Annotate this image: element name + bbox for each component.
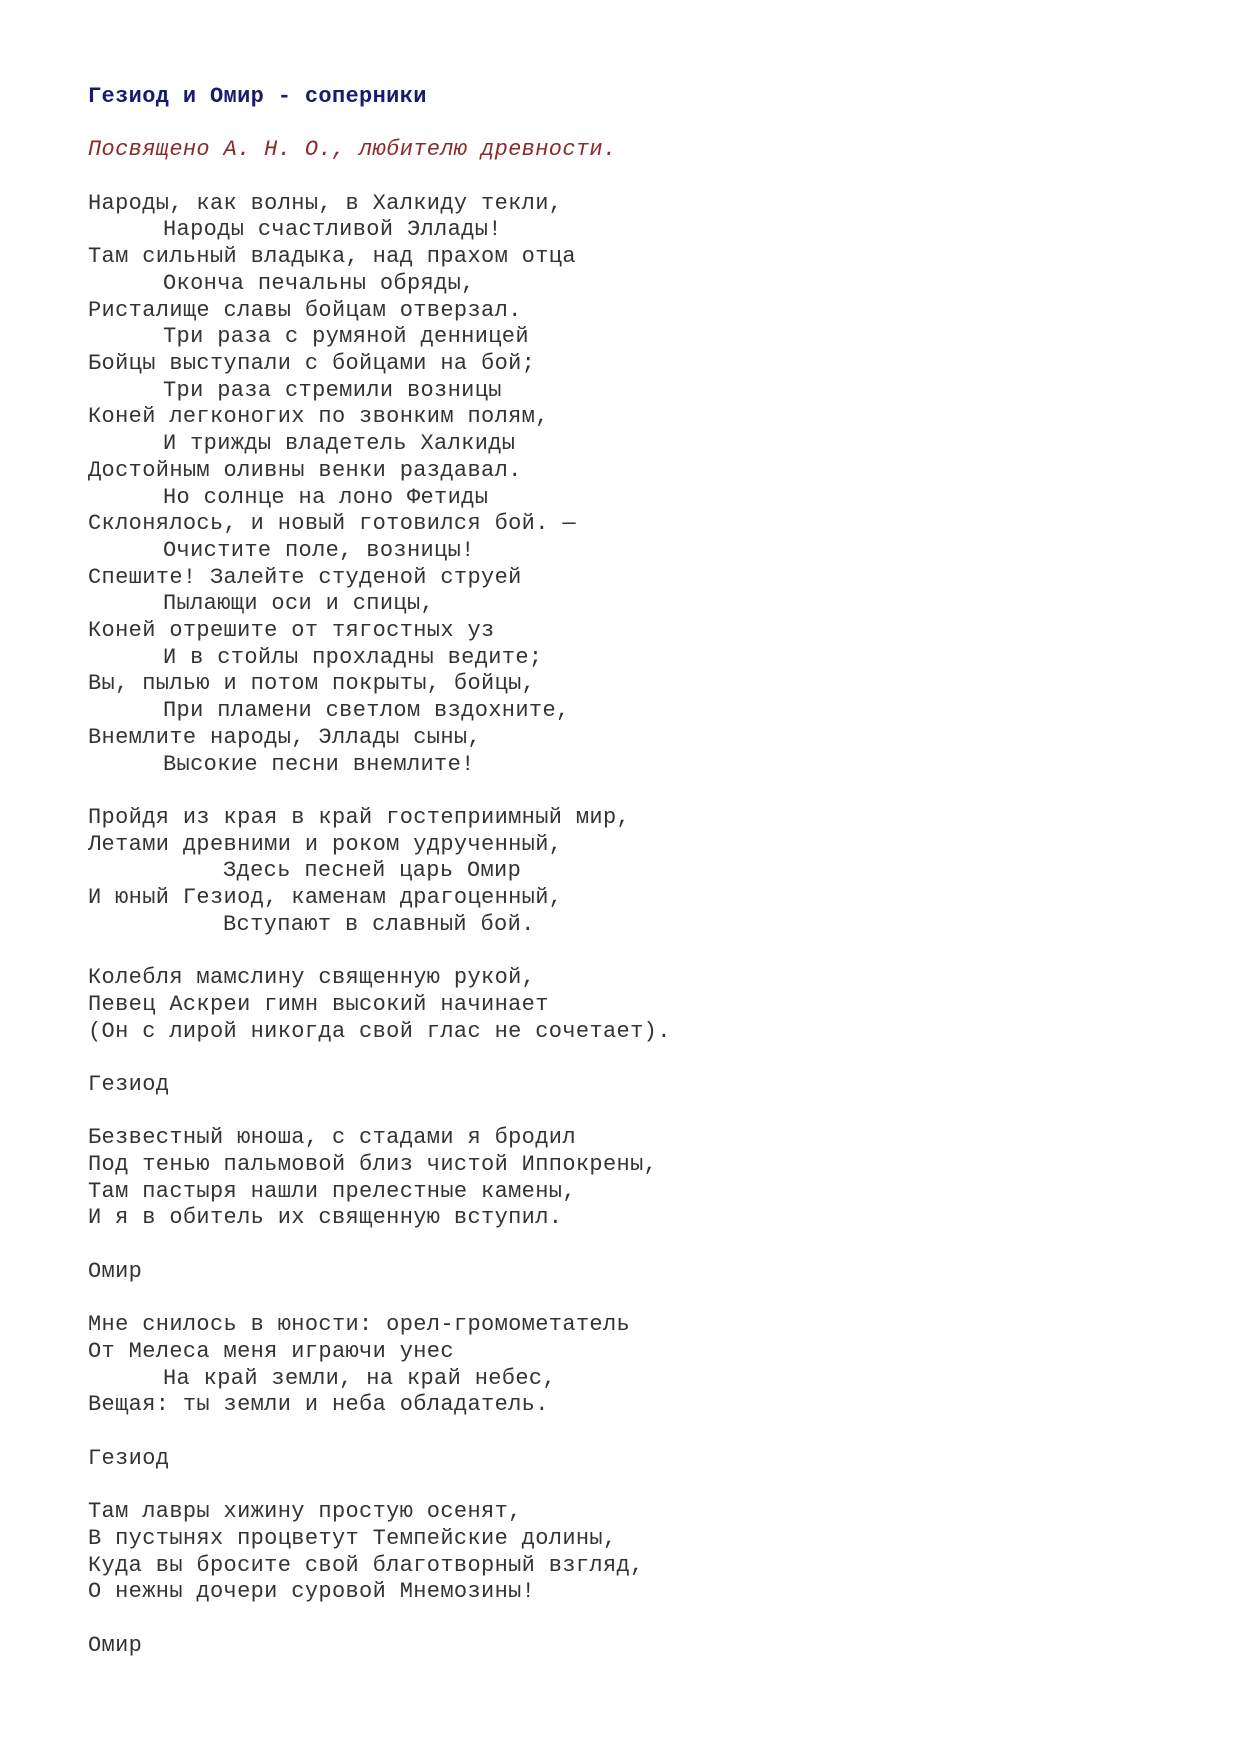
poem-line: И юный Гезиод, каменам драгоценный,: [88, 885, 563, 911]
poem-line: Спешите! Залейте студеной струей: [88, 564, 522, 590]
poem-line: Ристалище славы бойцам отверзал.: [88, 297, 522, 323]
poem-line: Народы счастливой Эллады!: [163, 217, 502, 243]
poem-line: Высокие песни внемлите!: [163, 751, 475, 777]
poem-line: (Он с лирой никогда свой глас не сочетает).: [88, 1018, 671, 1044]
poem-line: Там пастыря нашли прелестные камены,: [88, 1178, 576, 1204]
stanza: [88, 805, 1188, 939]
poem-line: Летами древними и роком удрученный,: [88, 831, 563, 857]
poem-line: Здесь песней царь Омир: [223, 858, 522, 884]
poem-line: Три раза с румяной денницей: [163, 324, 529, 350]
poem-line: Пылающи оси и спицы,: [163, 591, 435, 617]
poem-line: От Мелеса меня играючи унес: [88, 1338, 454, 1364]
poem-line: Достойным оливны венки раздавал.: [88, 457, 522, 483]
poem-line: О нежны дочери суровой Мнемозины!: [88, 1579, 536, 1605]
speaker-label: Омир: [88, 1632, 143, 1658]
stanza: [88, 191, 1188, 778]
poem-line: И трижды владетель Халкиды: [163, 431, 516, 457]
speaker-label: Гезиод: [88, 1071, 170, 1097]
poem-line: Бойцы выступали с бойцами на бой;: [88, 351, 536, 376]
poem-dedication: Посвящено А. Н. О., любителю древности.: [88, 137, 617, 163]
poem-line: Очистите поле, возницы!: [163, 537, 475, 563]
poem-line: Там лавры хижину простую осенят,: [88, 1499, 522, 1525]
speaker-label: Омир: [88, 1258, 143, 1284]
poem-line: Певец Аскреи гимн высокий начинает: [88, 991, 549, 1017]
poem-line: Там сильный владыка, над прахом отца: [88, 244, 576, 270]
poem-line: Вещая: ты земли и неба обладатель.: [88, 1392, 549, 1418]
poem-line: В пустынях процветут Темпейские долины,: [88, 1525, 617, 1551]
poem-line: Коней отрешите от тягостных уз: [88, 618, 495, 644]
poem-line: И я в обитель их священную вступил.: [88, 1205, 563, 1231]
poem-line: Но солнце на лоно Фетиды: [163, 484, 489, 510]
poem-body: [88, 191, 1188, 1660]
poem-line: При пламени светлом вздохните,: [163, 698, 570, 724]
poem-line: Окончa печальны обряды,: [163, 270, 475, 296]
speaker-label: Гезиод: [88, 1445, 170, 1471]
poem-line: Коней легконогих по звонким полям,: [88, 404, 549, 430]
poem-line: Под тенью пальмовой близ чистой Иппокрены,: [88, 1152, 658, 1178]
poem-line: Куда вы бросите свой благотворный взгляд,: [88, 1552, 644, 1578]
poem-line: Мне снилось в юности: орел-громометатель: [88, 1312, 631, 1338]
poem-title: Гезиод и Омир - соперники: [88, 84, 427, 109]
poem-line: На край земли, на край небес,: [163, 1365, 557, 1391]
poem-line: Народы, как волны, в Халкиду текли,: [88, 190, 563, 216]
poem-line: Склонялось, и новый готовился бой. —: [88, 511, 576, 537]
poem-line: Безвестный юноша, с стадами я бродил: [88, 1125, 576, 1151]
document-page: [88, 84, 1188, 1686]
poem-line: Три раза стремили возницы: [163, 377, 502, 403]
poem-line: Пройдя из края в край гостеприимный мир,: [88, 804, 631, 830]
poem-line: Вступают в славный бой.: [223, 911, 535, 937]
poem-line: Колебля мамслину священную рукой,: [88, 965, 536, 991]
poem-line: Внемлите народы, Эллады сыны,: [88, 724, 482, 750]
stanza: [88, 1499, 1188, 1606]
stanza: [88, 1312, 1188, 1419]
stanza: [88, 965, 1188, 1045]
poem-line: Вы, пылью и потом покрыты, бойцы,: [88, 671, 536, 697]
poem-line: И в стойлы прохладны ведите;: [163, 644, 543, 670]
stanza: [88, 1125, 1188, 1232]
